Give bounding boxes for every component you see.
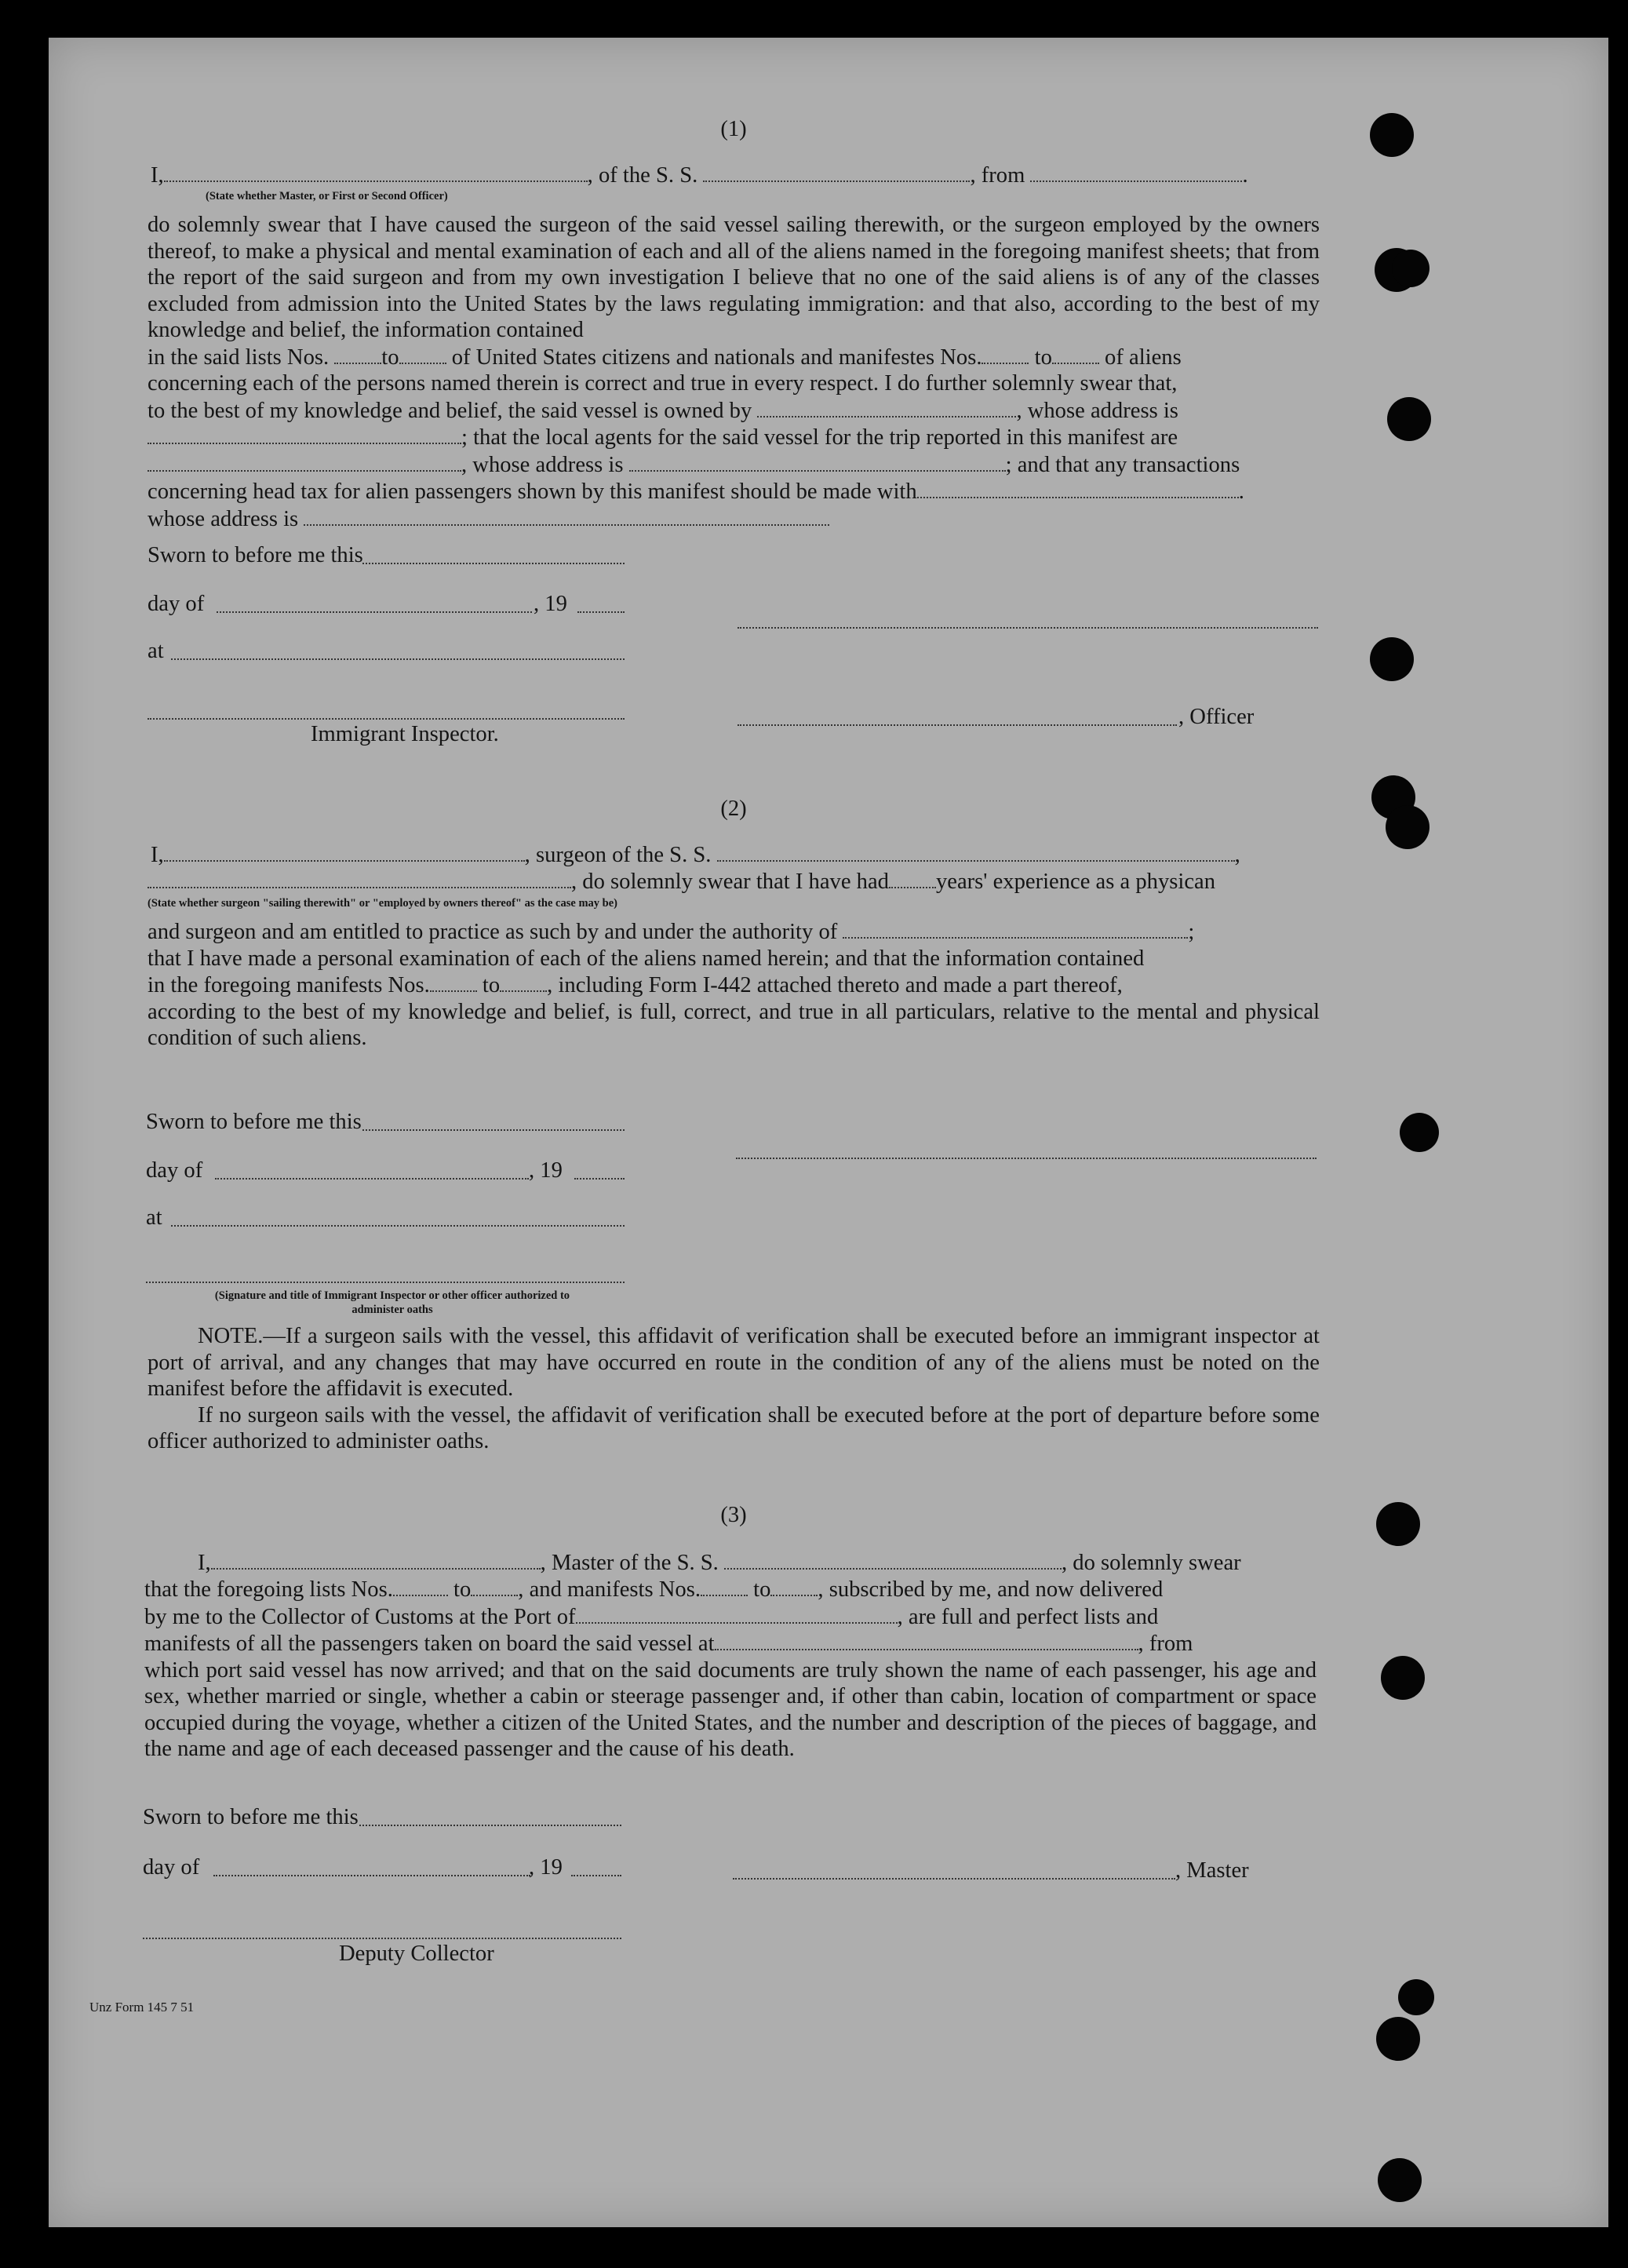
binder-hole-icon	[1381, 1656, 1425, 1700]
year-label-2: , 19	[529, 1158, 563, 1183]
immigrant-inspector-label: Immigrant Inspector.	[311, 722, 499, 746]
binder-hole-icon	[1370, 113, 1414, 157]
label-of-ss: , of the S. S.	[587, 163, 698, 188]
owner-field[interactable]	[757, 397, 1016, 418]
note-paragraph-2: If no surgeon sails with the vessel, the affidavit of verification shall be executed before at the port of departure before some officer authorized to administer oaths.	[148, 1402, 1320, 1453]
day-month-field-3[interactable]	[213, 1874, 530, 1876]
master-label: , Master	[1175, 1858, 1249, 1883]
port-field[interactable]	[576, 1603, 898, 1624]
agents-line: ; that the local agents for the said vessel for the trip reported in this manifest are	[148, 424, 1320, 451]
officer-label: , Officer	[1178, 705, 1255, 729]
master-name-field[interactable]	[211, 1549, 541, 1570]
year-label-3: , 19	[529, 1855, 563, 1880]
section3-header-line: I, , Master of the S. S. , do solemnly swear	[198, 1551, 1241, 1575]
headtax-line: concerning head tax for alien passengers shown by this manifest should be made with .	[148, 479, 1244, 504]
belief-paragraph: according to the best of my knowledge and belief, is full, correct, and true in all particulars, relative to the mental and physical condition of such aliens.	[148, 999, 1320, 1050]
day-of-label-3: day of	[143, 1855, 200, 1880]
officer-signature-field[interactable]	[738, 626, 1318, 629]
section3-taken-line: manifests of all the passengers taken on board the said vessel at , from	[144, 1632, 1193, 1656]
headtax-address-field[interactable]	[304, 505, 829, 526]
period: .	[1242, 163, 1248, 188]
section1-number	[148, 116, 1320, 143]
section3-number	[148, 1502, 1320, 1529]
label-from: , from	[970, 163, 1025, 188]
surgeon-status-field[interactable]	[148, 868, 571, 888]
year-label-1: , 19	[534, 592, 567, 616]
list-to-field[interactable]	[399, 344, 446, 364]
day-of-label-1: day of	[148, 592, 205, 616]
day-of-label-2: day of	[146, 1158, 203, 1183]
manifest-from-field[interactable]	[982, 344, 1029, 364]
year-field-2[interactable]	[574, 1177, 625, 1180]
label-i: I,	[151, 163, 164, 188]
officer-rank-note: (State whether Master, or First or Second Officer)	[206, 190, 448, 202]
headtax-field[interactable]	[917, 478, 1239, 498]
deputy-signature-field[interactable]	[143, 1937, 621, 1939]
form-number: Unz Form 145 7 51	[89, 2000, 195, 2015]
owner-address-field[interactable]	[148, 424, 461, 444]
note-paragraph: NOTE.—If a surgeon sails with the vessel, this affidavit of verification shall be executed before an immigrant inspector at port of arrival, and any changes that may have occurred en route in the condition of any of the aliens must be noted on the manifest before the affidavit is executed.	[148, 1324, 1320, 1401]
section3-body	[144, 1576, 1317, 1763]
owner-line: to the best of my knowledge and belief, the said vessel is owned by , whose address is	[148, 398, 1178, 423]
lists-from-field-3[interactable]	[393, 1576, 448, 1596]
year-field-3[interactable]	[571, 1874, 621, 1876]
section2-header-line: I, , surgeon of the S. S. ,	[151, 843, 1240, 867]
manifests-to-field-3[interactable]	[770, 1576, 818, 1596]
binder-hole-icon	[1370, 637, 1414, 681]
day-month-field-1[interactable]	[217, 611, 532, 613]
section-number: (3)	[720, 1503, 747, 1527]
section-number: (2)	[720, 797, 747, 821]
binder-hole-icon	[1376, 1502, 1420, 1546]
documents-paragraph: which port said vessel has now arrived; and that on the said documents are truly shown the name of each passenger, his age and sex, whether married or single, whether a cabin or steerage passenger and, if other than cabin, location of compartment or space occupied during the voyage, whether a citizen of the United States, and the number and description of the pieces of baggage, and the name and age of each deceased passenger and the cause of his death.	[144, 1657, 1317, 1761]
list-from-field[interactable]	[334, 344, 381, 364]
deputy-collector-label: Deputy Collector	[339, 1942, 494, 1966]
sworn-label-1: Sworn to before me this	[148, 543, 363, 567]
surgeon-status-note: (State whether surgeon "sailing therewith" or "employed by owners thereof" as the case may be)	[148, 897, 617, 910]
binder-hole-icon	[1378, 2158, 1422, 2202]
binder-hole-icon	[1387, 397, 1431, 441]
surgeon-name-field[interactable]	[164, 841, 525, 862]
section3-port-line: by me to the Collector of Customs at the Port of , are full and perfect lists and	[144, 1604, 1159, 1629]
manifest-from-field-2[interactable]	[430, 972, 477, 992]
section2-body	[148, 918, 1320, 1052]
sworn-day-field-3[interactable]	[359, 1824, 621, 1826]
section2-line2: , do solemnly swear that I have had years' experience as a physican	[148, 868, 1320, 895]
manifests-line: in the foregoing manifests Nos. to , including Form I-442 attached thereto and made a part thereof,	[148, 973, 1123, 997]
section3-lists-line: that the foregoing lists Nos. to , and manifests Nos. to , subscribed by me, and now delivered	[144, 1577, 1164, 1602]
whose-address-line: whose address is	[148, 505, 1320, 533]
oath-paragraph: do solemnly swear that I have caused the surgeon of the said vessel sailing therewith, or the surgeon employed by the owners thereof, to make a physical and mental examination of each and all of the aliens named in the foregoing manifest sheets; that from the report of the said surgeon and from my own investigation I believe that no one of the said aliens is of any of the classes excluded from admission into the United States by the laws regulating immigration: and that also, according to the best of my knowledge and belief, the information contained	[148, 213, 1320, 342]
from-port-field[interactable]	[1030, 162, 1242, 182]
oath-paragraph-2: concerning each of the persons named therein is correct and true in every respect. I do further solemnly swear that,	[148, 371, 1178, 396]
taken-at-field[interactable]	[715, 1630, 1138, 1650]
at-label-2: at	[146, 1205, 162, 1230]
manifest-to-field[interactable]	[1052, 344, 1099, 364]
day-month-field-2[interactable]	[215, 1177, 529, 1180]
authority-line: and surgeon and am entitled to practice as such by and under the authority of ;	[148, 920, 1195, 944]
manifests-from-field-3[interactable]	[701, 1576, 748, 1596]
sworn-label-3: Sworn to before me this	[143, 1805, 359, 1829]
lists-to-field-3[interactable]	[471, 1576, 518, 1596]
surgeon-signature-field[interactable]	[736, 1157, 1317, 1159]
vessel-name-field[interactable]	[703, 162, 970, 182]
manifest-to-field-2[interactable]	[500, 972, 547, 992]
binder-hole-icon	[1400, 1113, 1439, 1152]
lists-line: in the said lists Nos. to of United States citizens and nationals and manifestes Nos. to of aliens	[148, 345, 1182, 370]
surgeon-vessel-field[interactable]	[717, 841, 1235, 862]
agents-address-line: , whose address is ; and that any transactions	[148, 451, 1320, 479]
inspector-signature-field-2[interactable]	[146, 1281, 625, 1283]
section-number: (1)	[720, 117, 747, 141]
at-place-field-1[interactable]	[171, 658, 625, 660]
inspector-signature-field[interactable]	[148, 717, 625, 720]
officer-title-field[interactable]	[738, 724, 1177, 726]
note-block	[148, 1323, 1320, 1455]
sworn-day-field-1[interactable]	[362, 562, 625, 564]
year-field-1[interactable]	[577, 611, 625, 613]
binder-hole-icon	[1398, 1979, 1434, 2015]
signature-note: (Signature and title of Immigrant Inspector or other officer authorized to administer oaths	[214, 1289, 570, 1316]
section1-header-line	[151, 162, 1323, 189]
sworn-label-2: Sworn to before me this	[146, 1110, 362, 1134]
form-sheet	[49, 38, 1608, 2227]
master-vessel-field[interactable]	[724, 1549, 1062, 1570]
section2-number	[148, 796, 1320, 822]
years-field[interactable]	[889, 868, 936, 888]
examination-paragraph: that I have made a personal examination of each of the aliens named herein; and that the information contained	[148, 946, 1145, 971]
at-place-field-2[interactable]	[171, 1224, 625, 1227]
authority-field[interactable]	[843, 918, 1188, 939]
master-signature-field[interactable]	[733, 1877, 1175, 1880]
officer-name-field[interactable]	[164, 162, 588, 182]
agents-field[interactable]	[148, 451, 461, 472]
at-label-1: at	[148, 639, 164, 663]
binder-hole-icon	[1392, 250, 1430, 287]
binder-hole-icon	[1376, 2017, 1420, 2061]
section1-body	[148, 212, 1320, 532]
sworn-day-field-2[interactable]	[362, 1129, 625, 1131]
binder-hole-icon	[1386, 805, 1430, 849]
agents-address-field[interactable]	[629, 451, 1006, 472]
